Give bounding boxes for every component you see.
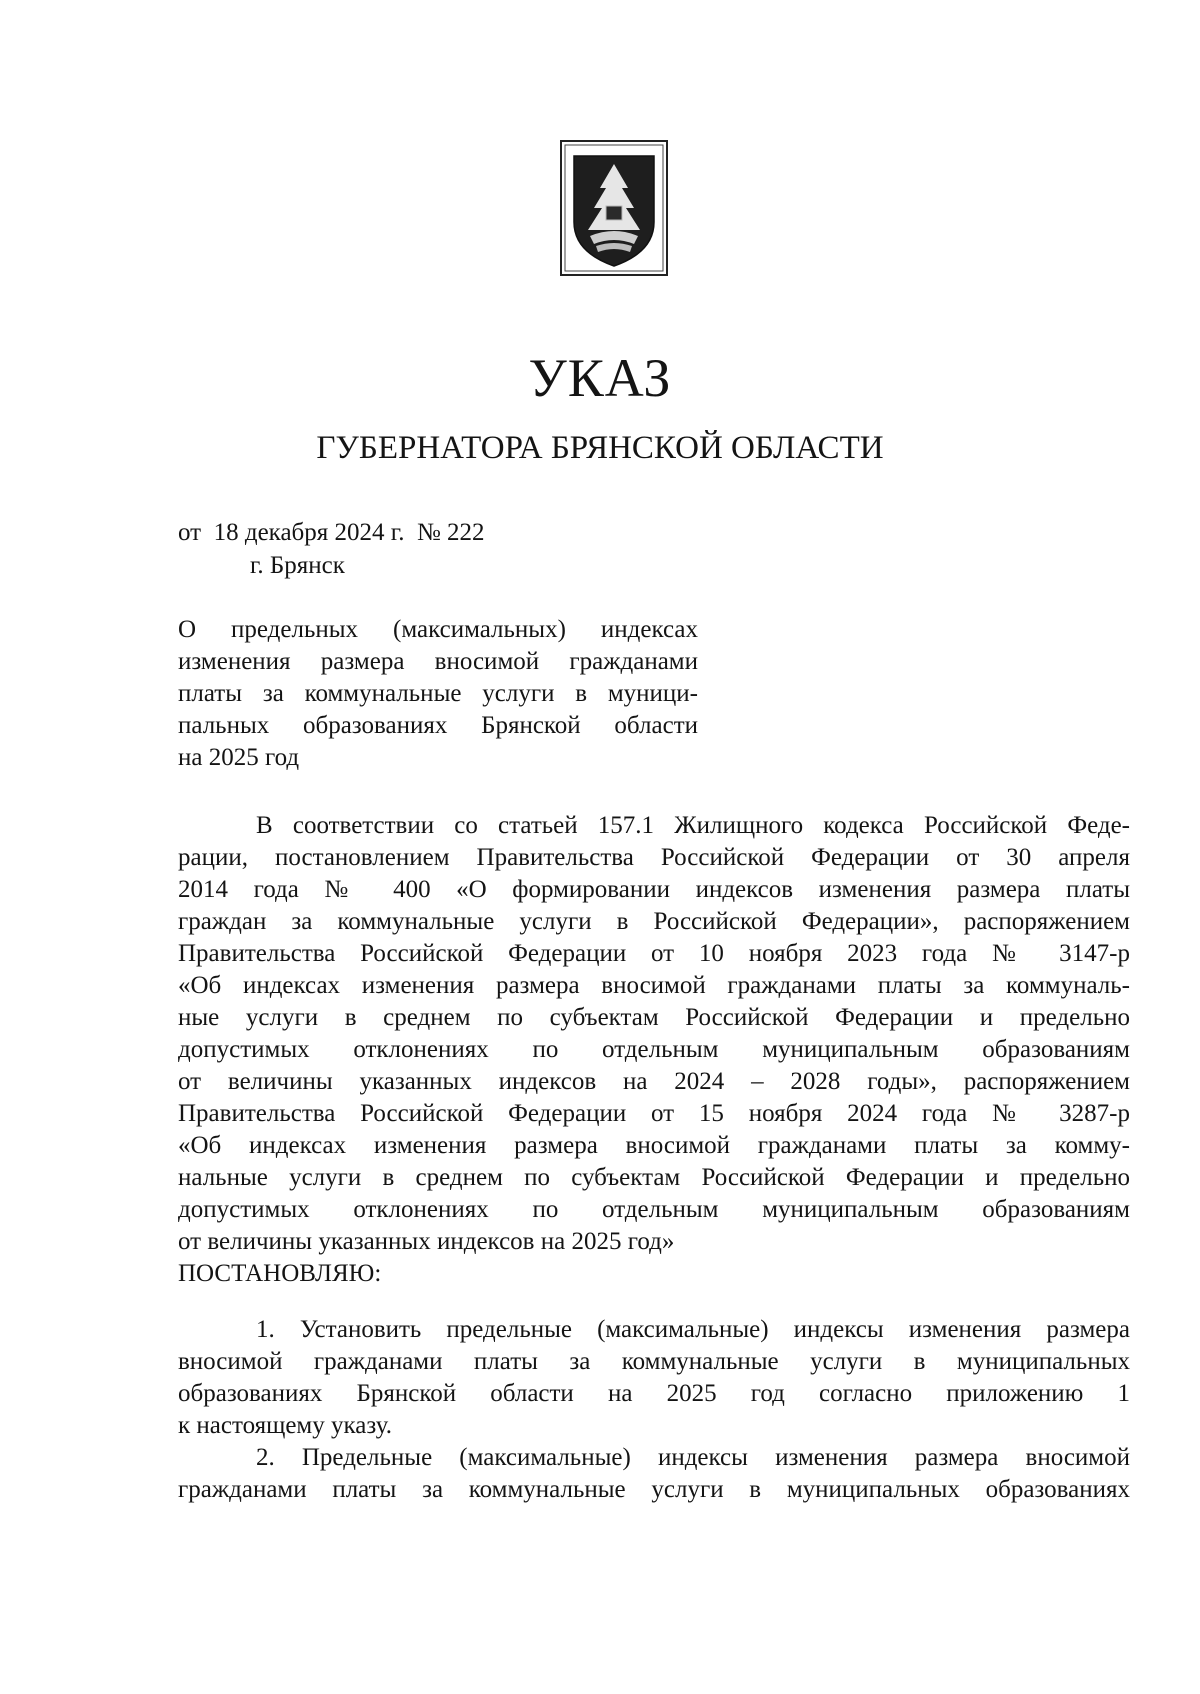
- preamble-line: ные услуги в среднем по субъектам Российской Федерации и предельно: [178, 1004, 1130, 1031]
- item2-line: гражданами платы за коммунальные услуги в муниципальных образованиях: [178, 1476, 1130, 1503]
- decree-date: 18 декабря 2024 г.: [213, 519, 405, 546]
- preamble-line: «Об индексах изменения размера вносимой гражданами платы за комму-: [178, 1132, 1130, 1159]
- decree-date-number: [178, 518, 485, 548]
- subject-line: пальных образованиях Брянской области: [178, 712, 698, 739]
- subject-line: платы за коммунальные услуги в муници-: [178, 680, 698, 707]
- item1-line: вносимой гражданами платы за коммунальные услуги в муниципальных: [178, 1348, 1130, 1375]
- preamble-line: «Об индексах изменения размера вносимой гражданами платы за коммуналь-: [178, 972, 1130, 999]
- decree-subject: [178, 614, 698, 774]
- resolve-word: ПОСТАНОВЛЯЮ:: [178, 1260, 382, 1287]
- preamble-line: рации, постановлением Правительства Российской Федерации от 30 апреля: [178, 844, 1130, 871]
- item1-line: 1. Установить предельные (максимальные) индексы изменения размера: [256, 1316, 1130, 1343]
- preamble-line: нальные услуги в среднем по субъектам Российской Федерации и предельно: [178, 1164, 1130, 1191]
- preamble-line: 2014 года № 400 «О формировании индексов изменения размера платы: [178, 876, 1130, 903]
- subject-line: на 2025 год: [178, 744, 300, 771]
- subject-line: изменения размера вносимой гражданами: [178, 648, 698, 675]
- preamble-line: Правительства Российской Федерации от 10 ноября 2023 года № 3147-р: [178, 940, 1130, 967]
- preamble-line: Правительства Российской Федерации от 15 ноября 2024 года № 3287-р: [178, 1100, 1130, 1127]
- paragraph-gap: [178, 1290, 1130, 1314]
- subject-line: О предельных (максимальных) индексах: [178, 616, 698, 643]
- decree-city: г. Брянск: [250, 552, 345, 579]
- preamble-line: допустимых отклонениях по отдельным муниципальным образованиям: [178, 1036, 1130, 1063]
- item1-line: образованиях Брянской области на 2025 год согласно приложению 1: [178, 1380, 1130, 1407]
- coat-of-arms-icon: [560, 140, 668, 276]
- document-title: УКАЗ: [528, 348, 672, 408]
- preamble-line: от величины указанных индексов на 2024 – 2028 годы», распоряжением: [178, 1068, 1130, 1095]
- preamble-line: В соответствии со статьей 157.1 Жилищного кодекса Российской Феде-: [256, 812, 1130, 839]
- preamble-line: допустимых отклонениях по отдельным муниципальным образованиям: [178, 1196, 1130, 1223]
- decree-number: № 222: [416, 519, 485, 546]
- date-prefix: от: [178, 519, 202, 546]
- item2-line: 2. Предельные (максимальные) индексы изменения размера вносимой: [256, 1444, 1130, 1471]
- item1-line: к настоящему указу.: [178, 1412, 392, 1439]
- document-subtitle: ГУБЕРНАТОРА БРЯНСКОЙ ОБЛАСТИ: [316, 430, 884, 466]
- preamble-line: граждан за коммунальные услуги в Российской Федерации», распоряжением: [178, 908, 1130, 935]
- preamble-line: от величины указанных индексов на 2025 год»: [178, 1228, 675, 1255]
- decree-body: [178, 810, 1130, 1506]
